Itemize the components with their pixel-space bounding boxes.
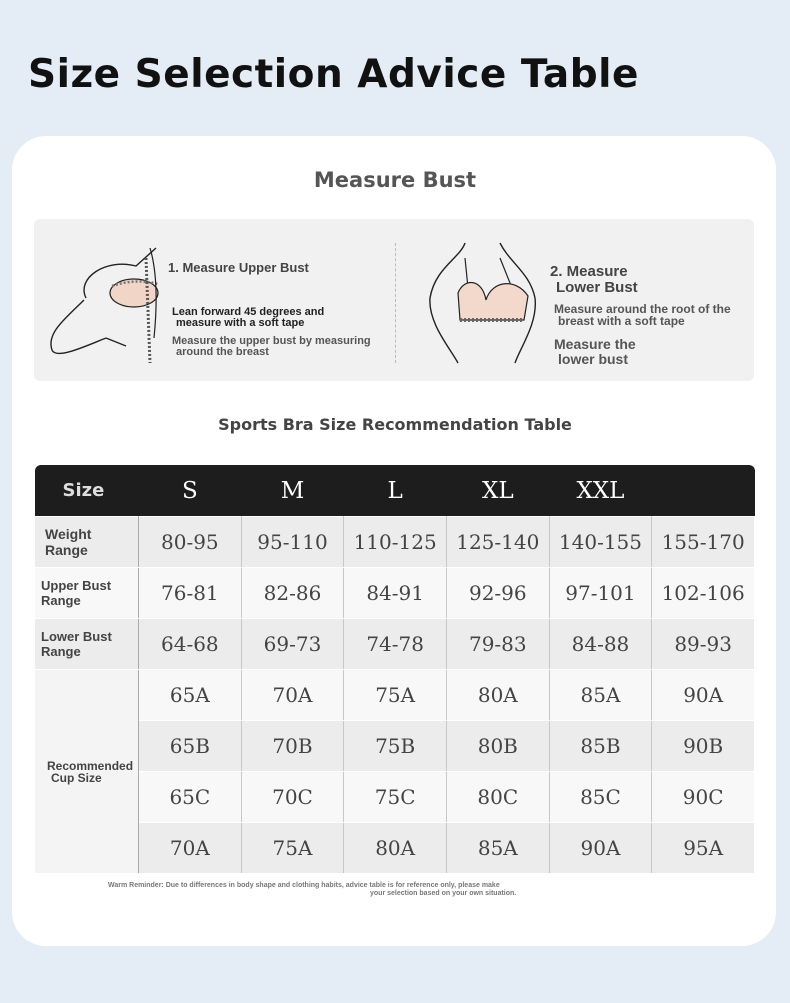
table-cell: 92-96 — [446, 568, 549, 619]
table-cell: 90A — [652, 670, 755, 721]
table-cell: 102-106 — [652, 568, 755, 619]
table-cell: 70C — [241, 772, 344, 823]
table-cell: 75A — [241, 823, 344, 874]
page-title: Size Selection Advice Table — [28, 52, 639, 97]
table-cell: 65B — [139, 721, 242, 772]
upper-step2-line2: around the breast — [176, 346, 269, 358]
lower-step2-line2: lower bust — [558, 351, 629, 367]
table-cell: 79-83 — [446, 619, 549, 670]
size-header-cell — [652, 465, 755, 517]
table-cell: 85A — [446, 823, 549, 874]
table-cell: 75B — [344, 721, 447, 772]
table-cell: 97-101 — [549, 568, 652, 619]
cup-size-label — [35, 670, 139, 874]
row-label: Weight Range — [35, 517, 139, 568]
table-title: Sports Bra Size Recommendation Table — [218, 415, 572, 434]
lower-bust-heading-line2: Lower Bust — [556, 279, 638, 296]
table-row — [35, 517, 755, 568]
table-cell: 90A — [549, 823, 652, 874]
table-cell: 76-81 — [139, 568, 242, 619]
lower-bust-figure — [420, 238, 550, 368]
table-row — [35, 721, 755, 772]
table-cell: 70A — [139, 823, 242, 874]
lower-step1-line2: breast with a soft tape — [558, 314, 685, 328]
table-row — [35, 619, 755, 670]
table-cell: 70B — [241, 721, 344, 772]
table-row — [35, 670, 755, 721]
table-cell: 75C — [344, 772, 447, 823]
upper-step2-line1: Measure the upper bust by measuring — [172, 335, 371, 347]
size-corner-label: Size — [35, 465, 139, 517]
table-cell: 155-170 — [652, 517, 755, 568]
upper-step1-line2: measure with a soft tape — [176, 317, 305, 329]
table-cell: 90C — [652, 772, 755, 823]
row-label: Lower Bust Range — [35, 619, 139, 670]
table-cell: 64-68 — [139, 619, 242, 670]
upper-step1-line1: Lean forward 45 degrees and — [172, 306, 325, 318]
table-cell: 74-78 — [344, 619, 447, 670]
measure-bust-title: Measure Bust — [313, 168, 477, 192]
warm-reminder — [108, 882, 578, 898]
size-header-cell: L — [344, 465, 447, 517]
table-cell: 65C — [139, 772, 242, 823]
table-cell: 65A — [139, 670, 242, 721]
size-header-cell: S — [139, 465, 242, 517]
table-cell: 80B — [446, 721, 549, 772]
upper-bust-figure — [46, 238, 166, 368]
cup-label-line2: Cup Size — [51, 770, 102, 785]
row-label: Upper Bust Range — [35, 568, 139, 619]
table-cell: 70A — [241, 670, 344, 721]
table-cell: 90B — [652, 721, 755, 772]
table-cell: 84-91 — [344, 568, 447, 619]
reminder-line1: Warm Reminder: Due to differences in body shape and clothing habits, advice table is for reference only, please make — [108, 882, 500, 889]
size-header-cell: XXL — [549, 465, 652, 517]
table-cell: 80A — [446, 670, 549, 721]
table-cell: 82-86 — [241, 568, 344, 619]
size-header-cell: XL — [446, 465, 549, 517]
lower-step2-line1: Measure the — [554, 336, 636, 352]
table-cell: 125-140 — [446, 517, 549, 568]
upper-bust-heading: 1. Measure Upper Bust — [168, 260, 309, 275]
table-cell: 75A — [344, 670, 447, 721]
table-row — [35, 568, 755, 619]
table-cell: 80-95 — [139, 517, 242, 568]
cup-label-line1: Recommended — [47, 758, 134, 773]
table-cell: 80C — [446, 772, 549, 823]
table-cell: 69-73 — [241, 619, 344, 670]
table-cell: 110-125 — [344, 517, 447, 568]
table-cell: 80A — [344, 823, 447, 874]
panel-divider — [395, 243, 396, 363]
table-cell: 85B — [549, 721, 652, 772]
reminder-line2: your selection based on your own situation. — [370, 890, 517, 897]
table-row — [35, 772, 755, 823]
lower-bust-heading-line1: 2. Measure — [550, 263, 628, 280]
table-cell: 89-93 — [652, 619, 755, 670]
table-cell: 85C — [549, 772, 652, 823]
lower-step1-line1: Measure around the root of the — [554, 302, 731, 316]
table-cell: 84-88 — [549, 619, 652, 670]
table-cell: 140-155 — [549, 517, 652, 568]
table-cell: 95-110 — [241, 517, 344, 568]
table-row — [35, 823, 755, 874]
table-cell: 85A — [549, 670, 652, 721]
size-header-cell: M — [241, 465, 344, 517]
size-table — [34, 465, 755, 874]
table-cell: 95A — [652, 823, 755, 874]
size-header-row — [35, 465, 755, 517]
